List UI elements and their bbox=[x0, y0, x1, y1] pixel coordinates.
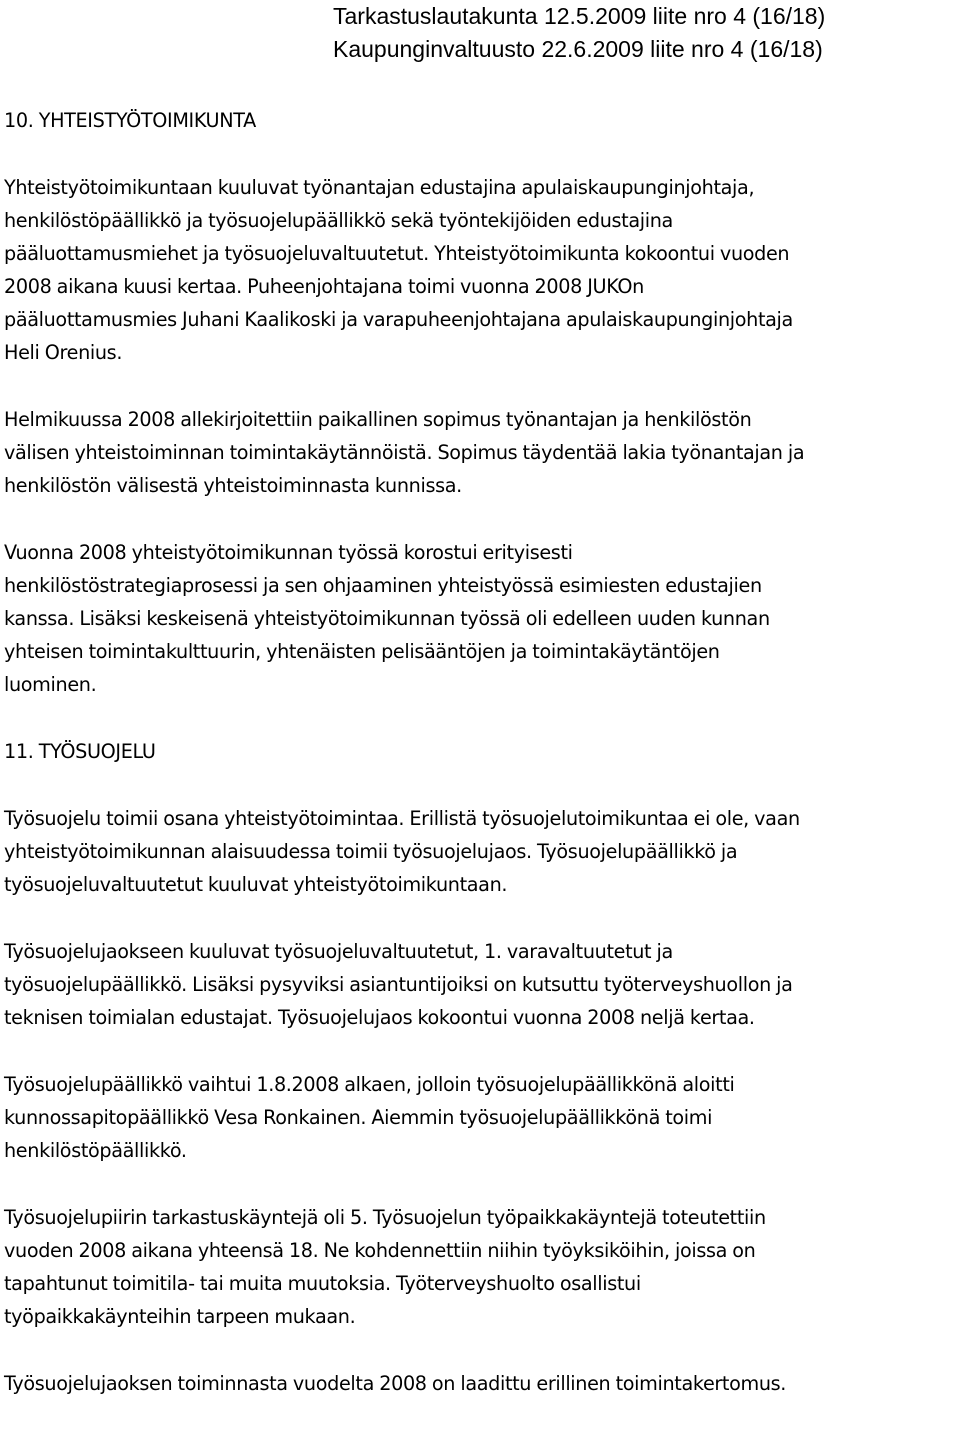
section-heading: 10. YHTEISTYÖTOIMIKUNTA bbox=[4, 109, 256, 132]
text-line: Vuonna 2008 yhteistyötoimikunnan työssä korostui erityisesti bbox=[4, 541, 573, 564]
text-line: yhteisen toimintakulttuurin, yhtenäisten pelisääntöjen ja toimintakäytäntöjen bbox=[4, 640, 720, 663]
header-line-2: Kaupunginvaltuusto 22.6.2009 liite nro 4 (16/18) bbox=[333, 36, 823, 62]
text-line: Yhteistyötoimikuntaan kuuluvat työnantajan edustajina apulaiskaupunginjohtaja, bbox=[4, 176, 755, 199]
text-line: henkilöstön välisestä yhteistoiminnasta kunnissa. bbox=[4, 474, 462, 497]
text-line: työsuojelupäällikkö. Lisäksi pysyviksi asiantuntijoiksi on kutsuttu työterveyshuollon ja bbox=[4, 973, 793, 996]
paragraph bbox=[4, 1201, 960, 1333]
text-line: Työsuojelujaokseen kuuluvat työsuojeluvaltuutetut, 1. varavaltuutetut ja bbox=[4, 940, 673, 963]
text-line: tapahtunut toimitila- tai muita muutoksia. Työterveyshuolto osallistui bbox=[4, 1272, 641, 1295]
text-line: 2008 aikana kuusi kertaa. Puheenjohtajana toimi vuonna 2008 JUKOn bbox=[4, 275, 644, 298]
paragraph bbox=[4, 171, 960, 369]
text-line: välisen yhteistoiminnan toimintakäytännöistä. Sopimus täydentää lakia työnantajan ja bbox=[4, 441, 805, 464]
text-line: kunnossapitopäällikkö Vesa Ronkainen. Aiemmin työsuojelupäällikkönä toimi bbox=[4, 1106, 713, 1129]
text-line: vuoden 2008 aikana yhteensä 18. Ne kohdennettiin niihin työyksiköihin, joissa on bbox=[4, 1239, 756, 1262]
paragraph bbox=[4, 403, 960, 502]
text-line: yhteistyötoimikunnan alaisuudessa toimii työsuojelujaos. Työsuojelupäällikkö ja bbox=[4, 840, 738, 863]
text-line: Työsuojelupiirin tarkastuskäyntejä oli 5. Työsuojelun työpaikkakäyntejä toteutettiin bbox=[4, 1206, 766, 1229]
header-line-1: Tarkastuslautakunta 12.5.2009 liite nro 4 (16/18) bbox=[333, 3, 826, 29]
text-line: kanssa. Lisäksi keskeisenä yhteistyötoimikunnan työssä oli edelleen uuden kunnan bbox=[4, 607, 770, 630]
text-line: Helmikuussa 2008 allekirjoitettiin paikallinen sopimus työnantajan ja henkilöstön bbox=[4, 408, 752, 431]
paragraph bbox=[4, 1068, 960, 1167]
paragraph bbox=[4, 536, 960, 701]
document-body bbox=[4, 104, 960, 1434]
text-line: henkilöstöstrategiaprosessi ja sen ohjaaminen yhteistyössä esimiesten edustajien bbox=[4, 574, 762, 597]
text-line: teknisen toimialan edustajat. Työsuojelujaos kokoontui vuonna 2008 neljä kertaa. bbox=[4, 1006, 755, 1029]
text-line: Työsuojelupäällikkö vaihtui 1.8.2008 alkaen, jolloin työsuojelupäällikkönä aloitti bbox=[4, 1073, 735, 1096]
text-line: pääluottamusmies Juhani Kaalikoski ja varapuheenjohtajana apulaiskaupunginjohtaja bbox=[4, 308, 793, 331]
text-line: luominen. bbox=[4, 673, 97, 696]
paragraph bbox=[4, 1367, 960, 1400]
text-line: työsuojeluvaltuutetut kuuluvat yhteistyötoimikuntaan. bbox=[4, 873, 508, 896]
text-line: henkilöstöpäällikkö ja työsuojelupäällikkö sekä työntekijöiden edustajina bbox=[4, 209, 673, 232]
paragraph bbox=[4, 802, 960, 901]
text-line: työpaikkakäynteihin tarpeen mukaan. bbox=[4, 1305, 356, 1328]
text-line: henkilöstöpäällikkö. bbox=[4, 1139, 187, 1162]
section-heading: 11. TYÖSUOJELU bbox=[4, 740, 156, 763]
paragraph bbox=[4, 935, 960, 1034]
text-line: Työsuojelu toimii osana yhteistyötoimintaa. Erillistä työsuojelutoimikuntaa ei ole, vaan bbox=[4, 807, 800, 830]
text-line: pääluottamusmiehet ja työsuojeluvaltuutetut. Yhteistyötoimikunta kokoontui vuoden bbox=[4, 242, 790, 265]
document-header bbox=[333, 0, 825, 66]
text-line: Työsuojelujaoksen toiminnasta vuodelta 2008 on laadittu erillinen toimintakertomus. bbox=[4, 1372, 787, 1395]
text-line: Heli Orenius. bbox=[4, 341, 123, 364]
